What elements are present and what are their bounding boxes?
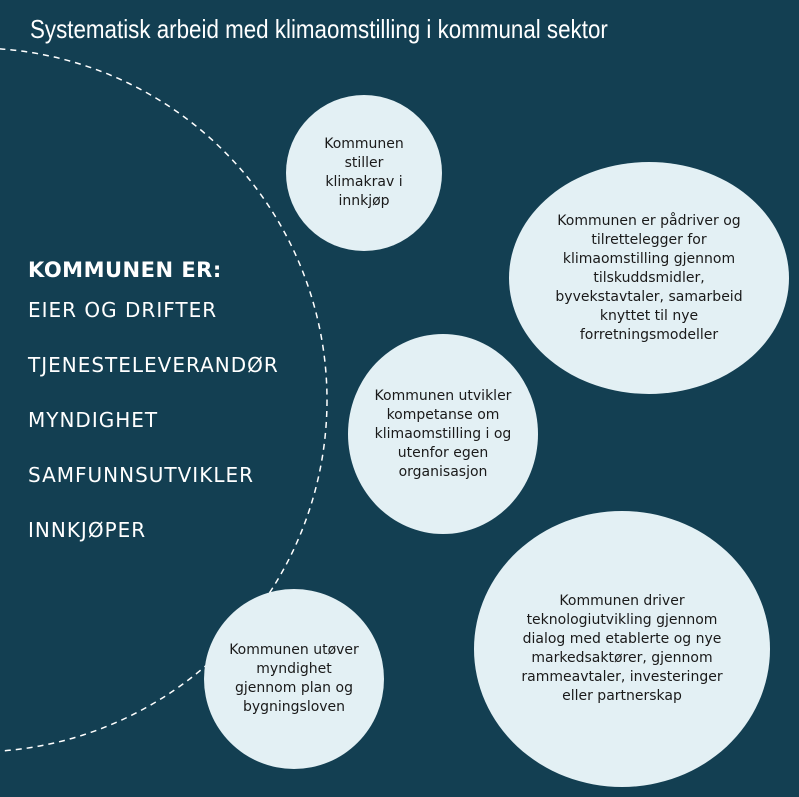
bubble-authority-text: Kommunen utøver myndighet gjennom plan og bygningsloven [229, 642, 359, 715]
role-community-developer: SAMFUNNSUTVIKLER [28, 463, 254, 487]
bubble-competence [348, 334, 538, 534]
bubble-technology [474, 511, 770, 787]
roles-panel [28, 258, 279, 575]
bubble-competence-text: Kommunen utvikler kompetanse om klimaomstilling i og utenfor egen organisasjon [374, 387, 512, 480]
bubble-driver-facilitator-text: Kommunen er pådriver og tilrettelegger for klimaomstilling gjennom tilskuddsmidler, byvekstavtaler, samarbeid knyttet til nye forretningsmodeller [555, 212, 743, 343]
page-title: Systematisk arbeid med klimaomstilling i kommunal sektor [30, 14, 608, 44]
bubble-climate-requirements-text: Kommunen stiller klimakrav i innkjøp [324, 136, 404, 209]
role-authority: MYNDIGHET [28, 408, 159, 432]
bubble-authority [204, 589, 384, 769]
role-owner-operator: EIER OG DRIFTER [28, 298, 218, 322]
roles-heading: KOMMUNEN ER: [28, 258, 222, 282]
bubble-driver-facilitator [509, 162, 789, 394]
bubble-technology-text: Kommunen driver teknologiutvikling gjennom dialog med etablerte og nye markedsaktører, gjennom rammeavtaler, investeringer eller partnerskap [521, 593, 723, 704]
role-procurer: INNKJØPER [28, 518, 147, 542]
bubble-climate-requirements [286, 95, 442, 251]
role-service-provider: TJENESTELEVERANDØR [28, 353, 279, 377]
